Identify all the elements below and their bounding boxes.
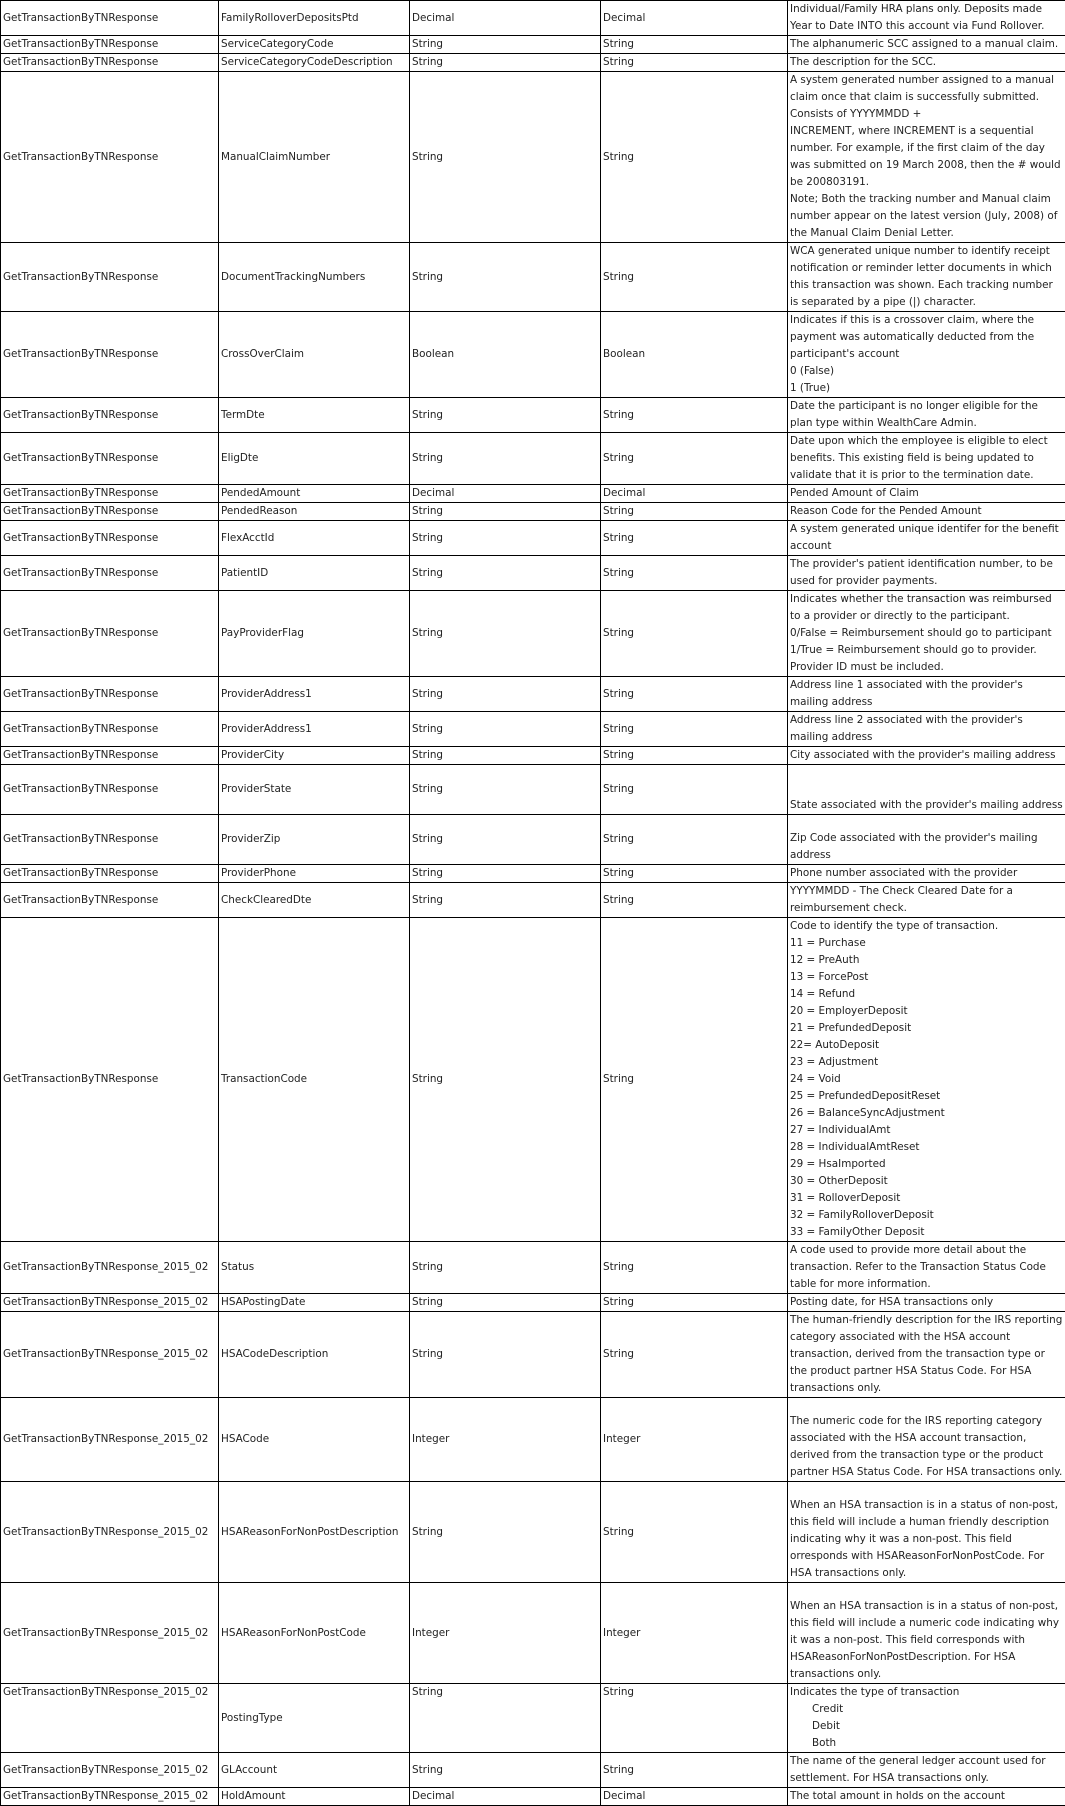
field-name-cell: Status <box>219 1242 410 1294</box>
description-line: 32 = FamilyRolloverDeposit <box>790 1207 1063 1224</box>
table-row <box>1 1242 1065 1294</box>
table-row <box>1 243 1065 312</box>
field-name-cell: PayProviderFlag <box>219 591 410 677</box>
table-row <box>1 918 1065 1242</box>
table-row <box>1 1312 1065 1398</box>
description-cell <box>788 1294 1065 1312</box>
field-name-cell: PendedReason <box>219 503 410 521</box>
table-row <box>1 503 1065 521</box>
field-name-cell: CheckClearedDte <box>219 883 410 918</box>
response-type-cell: String <box>601 815 788 865</box>
response-cell: GetTransactionByTNResponse <box>1 485 219 503</box>
response-type-cell: String <box>601 1753 788 1788</box>
description-line: 1 (True) <box>790 380 1063 397</box>
field-name-cell: PendedAmount <box>219 485 410 503</box>
description-line: 11 = Purchase <box>790 935 1063 952</box>
description-cell <box>788 1482 1065 1583</box>
table-row <box>1 312 1065 398</box>
description-line: 29 = HsaImported <box>790 1156 1063 1173</box>
response-cell: GetTransactionByTNResponse <box>1 712 219 747</box>
response-type-cell: String <box>601 1294 788 1312</box>
response-type-cell: Integer <box>601 1583 788 1684</box>
response-type-cell: String <box>601 72 788 243</box>
description-cell <box>788 677 1065 712</box>
response-cell: GetTransactionByTNResponse_2015_02 <box>1 1684 219 1753</box>
response-type-cell: String <box>601 883 788 918</box>
description-line: 0/False = Reimbursement should go to participant <box>790 625 1063 642</box>
response-cell: GetTransactionByTNResponse_2015_02 <box>1 1294 219 1312</box>
description-cell <box>788 883 1065 918</box>
data-type-cell: Decimal <box>410 485 601 503</box>
table-row <box>1 1788 1065 1806</box>
field-name-cell: DocumentTrackingNumbers <box>219 243 410 312</box>
response-cell: GetTransactionByTNResponse <box>1 815 219 865</box>
field-name-cell: HSACodeDescription <box>219 1312 410 1398</box>
description-cell <box>788 815 1065 865</box>
response-cell: GetTransactionByTNResponse_2015_02 <box>1 1753 219 1788</box>
description-cell <box>788 765 1065 815</box>
field-name-cell: FlexAcctId <box>219 521 410 556</box>
description-cell <box>788 556 1065 591</box>
response-cell: GetTransactionByTNResponse <box>1 72 219 243</box>
response-cell: GetTransactionByTNResponse <box>1 54 219 72</box>
field-name-cell: ProviderPhone <box>219 865 410 883</box>
description-line: WCA generated unique number to identify receipt notification or reminder letter documents in which this transaction was shown. Each tracking number is separated by a pipe (|) character. <box>790 243 1063 311</box>
response-type-cell: String <box>601 521 788 556</box>
field-name-cell: ServiceCategoryCodeDescription <box>219 54 410 72</box>
description-line: Date upon which the employee is eligible to elect benefits. This existing field is being updated to validate that it is prior to the termination date. <box>790 433 1063 484</box>
data-type-cell: String <box>410 54 601 72</box>
response-cell: GetTransactionByTNResponse <box>1 865 219 883</box>
description-line: 22= AutoDeposit <box>790 1037 1063 1054</box>
field-name-cell: ProviderAddress1 <box>219 712 410 747</box>
response-type-cell: String <box>601 1482 788 1583</box>
response-cell: GetTransactionByTNResponse <box>1 521 219 556</box>
data-type-cell: String <box>410 883 601 918</box>
description-cell <box>788 312 1065 398</box>
description-line: When an HSA transaction is in a status of non-post, this field will include a numeric code indicating why it was a non-post. This field corresponds with HSAReasonForNonPostDescription. For HSA transactions only. <box>790 1598 1063 1683</box>
description-line: State associated with the provider's mailing address <box>790 797 1063 814</box>
response-cell: GetTransactionByTNResponse_2015_02 <box>1 1398 219 1482</box>
data-type-cell: String <box>410 36 601 54</box>
description-line: A system generated unique identifer for the benefit account <box>790 521 1063 555</box>
response-type-cell: String <box>601 918 788 1242</box>
response-cell: GetTransactionByTNResponse <box>1 747 219 765</box>
table-row <box>1 765 1065 815</box>
data-type-cell: String <box>410 591 601 677</box>
response-cell: GetTransactionByTNResponse <box>1 883 219 918</box>
data-type-cell: String <box>410 503 601 521</box>
data-type-cell: String <box>410 712 601 747</box>
description-line: YYYYMMDD - The Check Cleared Date for a reimbursement check. <box>790 883 1063 917</box>
description-line: Consists of YYYYMMDD + <box>790 106 1063 123</box>
table-row <box>1 1684 1065 1753</box>
response-type-cell: Decimal <box>601 1788 788 1806</box>
description-line: 25 = PrefundedDepositReset <box>790 1088 1063 1105</box>
description-line: Code to identify the type of transaction. <box>790 918 1063 935</box>
data-type-cell: String <box>410 1242 601 1294</box>
description-cell <box>788 433 1065 485</box>
description-line: 1/True = Reimbursement should go to provider. Provider ID must be included. <box>790 642 1063 676</box>
description-line: 0 (False) <box>790 363 1063 380</box>
description-line: The provider's patient identification number, to be used for provider payments. <box>790 556 1063 590</box>
response-cell: GetTransactionByTNResponse <box>1 1 219 36</box>
data-type-cell: String <box>410 1482 601 1583</box>
response-type-cell: String <box>601 398 788 433</box>
table-row <box>1 556 1065 591</box>
response-cell: GetTransactionByTNResponse_2015_02 <box>1 1312 219 1398</box>
data-type-cell: String <box>410 72 601 243</box>
response-cell: GetTransactionByTNResponse <box>1 918 219 1242</box>
response-type-cell: String <box>601 712 788 747</box>
field-name-cell: EligDte <box>219 433 410 485</box>
data-type-cell: String <box>410 1294 601 1312</box>
description-line: Individual/Family HRA plans only. Deposits made Year to Date INTO this account via Fund Rollover. <box>790 1 1063 35</box>
table-row <box>1 1482 1065 1583</box>
description-line: When an HSA transaction is in a status of non-post, this field will include a human friendly description indicating why it was a non-post. This field orresponds with HSAReasonForNonPostCode. For HSA transactions only. <box>790 1497 1063 1582</box>
field-name-cell: ManualClaimNumber <box>219 72 410 243</box>
response-type-cell: String <box>601 747 788 765</box>
description-cell <box>788 1398 1065 1482</box>
table-row <box>1 677 1065 712</box>
description-cell <box>788 1583 1065 1684</box>
field-name-cell: HSAReasonForNonPostDescription <box>219 1482 410 1583</box>
response-cell: GetTransactionByTNResponse_2015_02 <box>1 1583 219 1684</box>
response-type-cell: String <box>601 1684 788 1753</box>
response-type-cell: Boolean <box>601 312 788 398</box>
description-line: The numeric code for the IRS reporting category associated with the HSA account transaction, derived from the transaction type or the product partner HSA Status Code. For HSA transactions only. <box>790 1413 1063 1481</box>
description-cell <box>788 1242 1065 1294</box>
field-name-cell: HSAReasonForNonPostCode <box>219 1583 410 1684</box>
response-type-cell: String <box>601 865 788 883</box>
data-type-cell: String <box>410 1312 601 1398</box>
description-cell <box>788 36 1065 54</box>
data-type-cell: String <box>410 1753 601 1788</box>
table-row <box>1 72 1065 243</box>
description-line: 31 = RolloverDeposit <box>790 1190 1063 1207</box>
description-line: The alphanumeric SCC assigned to a manual claim. <box>790 36 1063 53</box>
data-type-cell: String <box>410 433 601 485</box>
description-line: Phone number associated with the provider <box>790 865 1063 882</box>
field-name-cell: ProviderZip <box>219 815 410 865</box>
data-type-cell: String <box>410 747 601 765</box>
response-type-cell: Decimal <box>601 1 788 36</box>
table-row <box>1 865 1065 883</box>
table-row <box>1 36 1065 54</box>
field-name-cell: GLAccount <box>219 1753 410 1788</box>
description-line: Note; Both the tracking number and Manual claim number appear on the latest version (July, 2008) of the Manual Claim Denial Letter. <box>790 191 1063 242</box>
description-line: The description for the SCC. <box>790 54 1063 71</box>
description-line: 28 = IndividualAmtReset <box>790 1139 1063 1156</box>
response-type-cell: String <box>601 54 788 72</box>
data-type-cell: Decimal <box>410 1788 601 1806</box>
description-line: A code used to provide more detail about the transaction. Refer to the Transaction Status Code table for more information. <box>790 1242 1063 1293</box>
data-type-cell: String <box>410 765 601 815</box>
description-cell <box>788 398 1065 433</box>
description-line: Reason Code for the Pended Amount <box>790 503 1063 520</box>
data-type-cell: Boolean <box>410 312 601 398</box>
description-line: Indicates whether the transaction was reimbursed to a provider or directly to the participant. <box>790 591 1063 625</box>
response-type-cell: String <box>601 36 788 54</box>
description-line: A system generated number assigned to a manual claim once that claim is successfully submitted. <box>790 72 1063 106</box>
table-row <box>1 1 1065 36</box>
description-line: 23 = Adjustment <box>790 1054 1063 1071</box>
table-row <box>1 1753 1065 1788</box>
response-cell: GetTransactionByTNResponse_2015_02 <box>1 1788 219 1806</box>
description-line: The human-friendly description for the IRS reporting category associated with the HSA account transaction, derived from the transaction type or the product partner HSA Status Code. For HSA transactions only. <box>790 1312 1063 1397</box>
response-cell: GetTransactionByTNResponse_2015_02 <box>1 1242 219 1294</box>
field-name-cell: HoldAmount <box>219 1788 410 1806</box>
description-line: Pended Amount of Claim <box>790 485 1063 502</box>
response-type-cell: String <box>601 591 788 677</box>
field-name-cell: TransactionCode <box>219 918 410 1242</box>
description-subitem: Credit <box>790 1701 1063 1718</box>
description-line: INCREMENT, where INCREMENT is a sequential number. For example, if the first claim of the day was submitted on 19 March 2008, then the # would be 200803191. <box>790 123 1063 191</box>
response-cell: GetTransactionByTNResponse <box>1 591 219 677</box>
description-line: Date the participant is no longer eligible for the plan type within WealthCare Admin. <box>790 398 1063 432</box>
description-cell <box>788 918 1065 1242</box>
description-subitem: Both <box>790 1735 1063 1752</box>
description-cell <box>788 54 1065 72</box>
response-type-cell: Decimal <box>601 485 788 503</box>
description-cell <box>788 865 1065 883</box>
table-row <box>1 433 1065 485</box>
table-row <box>1 485 1065 503</box>
response-type-cell: String <box>601 677 788 712</box>
data-type-cell: String <box>410 865 601 883</box>
response-cell: GetTransactionByTNResponse <box>1 36 219 54</box>
response-type-cell: String <box>601 243 788 312</box>
response-cell: GetTransactionByTNResponse <box>1 765 219 815</box>
response-cell: GetTransactionByTNResponse <box>1 556 219 591</box>
field-name-cell: PatientID <box>219 556 410 591</box>
description-cell <box>788 591 1065 677</box>
data-type-cell: String <box>410 918 601 1242</box>
field-name-cell: TermDte <box>219 398 410 433</box>
description-cell <box>788 521 1065 556</box>
field-name-cell: HSAPostingDate <box>219 1294 410 1312</box>
description-cell <box>788 747 1065 765</box>
table-body <box>1 1 1065 1806</box>
response-type-cell: Integer <box>601 1398 788 1482</box>
response-cell: GetTransactionByTNResponse <box>1 398 219 433</box>
description-line: 27 = IndividualAmt <box>790 1122 1063 1139</box>
description-cell <box>788 1788 1065 1806</box>
description-line: Address line 2 associated with the provider's mailing address <box>790 712 1063 746</box>
response-type-cell: String <box>601 1312 788 1398</box>
table-row <box>1 591 1065 677</box>
data-type-cell: String <box>410 556 601 591</box>
response-type-cell: String <box>601 1242 788 1294</box>
field-name-cell: ProviderAddress1 <box>219 677 410 712</box>
table-row <box>1 815 1065 865</box>
description-line: 30 = OtherDeposit <box>790 1173 1063 1190</box>
data-type-cell: Decimal <box>410 1 601 36</box>
response-cell: GetTransactionByTNResponse <box>1 503 219 521</box>
response-cell: GetTransactionByTNResponse <box>1 433 219 485</box>
description-line: Posting date, for HSA transactions only <box>790 1294 1063 1311</box>
data-type-cell: String <box>410 1684 601 1753</box>
response-cell: GetTransactionByTNResponse_2015_02 <box>1 1482 219 1583</box>
response-cell: GetTransactionByTNResponse <box>1 312 219 398</box>
description-cell <box>788 1 1065 36</box>
description-subitem: Debit <box>790 1718 1063 1735</box>
table-row <box>1 54 1065 72</box>
field-name-cell: HSACode <box>219 1398 410 1482</box>
table-row <box>1 712 1065 747</box>
response-type-cell: String <box>601 556 788 591</box>
description-line: City associated with the provider's mailing address <box>790 747 1063 764</box>
description-line: Indicates if this is a crossover claim, where the payment was automatically deducted from the participant's account <box>790 312 1063 363</box>
response-type-cell: String <box>601 503 788 521</box>
field-name-cell: CrossOverClaim <box>219 312 410 398</box>
description-cell <box>788 1312 1065 1398</box>
field-name-cell: ProviderCity <box>219 747 410 765</box>
field-name-cell: ServiceCategoryCode <box>219 36 410 54</box>
field-name-cell: FamilyRolloverDepositsPtd <box>219 1 410 36</box>
field-name-cell: PostingType <box>219 1684 410 1753</box>
table-row <box>1 1294 1065 1312</box>
table-row <box>1 1398 1065 1482</box>
response-type-cell: String <box>601 765 788 815</box>
description-line: 33 = FamilyOther Deposit <box>790 1224 1063 1241</box>
table-row <box>1 747 1065 765</box>
table-row <box>1 398 1065 433</box>
field-name-cell: ProviderState <box>219 765 410 815</box>
description-line: The total amount in holds on the account <box>790 1788 1063 1805</box>
description-line: 20 = EmployerDeposit <box>790 1003 1063 1020</box>
data-type-cell: String <box>410 243 601 312</box>
data-type-cell: String <box>410 398 601 433</box>
description-cell <box>788 503 1065 521</box>
description-cell <box>788 243 1065 312</box>
table-row <box>1 1583 1065 1684</box>
data-type-cell: Integer <box>410 1583 601 1684</box>
description-line: 13 = ForcePost <box>790 969 1063 986</box>
description-line: Address line 1 associated with the provider's mailing address <box>790 677 1063 711</box>
description-cell <box>788 1684 1065 1753</box>
description-line: 21 = PrefundedDeposit <box>790 1020 1063 1037</box>
description-line: Indicates the type of transaction <box>790 1684 1063 1701</box>
response-cell: GetTransactionByTNResponse <box>1 243 219 312</box>
response-cell: GetTransactionByTNResponse <box>1 677 219 712</box>
data-type-cell: Integer <box>410 1398 601 1482</box>
description-cell <box>788 1753 1065 1788</box>
description-line: 12 = PreAuth <box>790 952 1063 969</box>
data-type-cell: String <box>410 521 601 556</box>
description-cell <box>788 712 1065 747</box>
description-line: 26 = BalanceSyncAdjustment <box>790 1105 1063 1122</box>
description-cell <box>788 72 1065 243</box>
response-type-cell: String <box>601 433 788 485</box>
table-row <box>1 883 1065 918</box>
data-type-cell: String <box>410 815 601 865</box>
description-line: Zip Code associated with the provider's mailing address <box>790 830 1063 864</box>
description-line: 24 = Void <box>790 1071 1063 1088</box>
data-type-cell: String <box>410 677 601 712</box>
description-line: 14 = Refund <box>790 986 1063 1003</box>
description-line: The name of the general ledger account used for settlement. For HSA transactions only. <box>790 1753 1063 1787</box>
table-row <box>1 521 1065 556</box>
description-cell <box>788 485 1065 503</box>
